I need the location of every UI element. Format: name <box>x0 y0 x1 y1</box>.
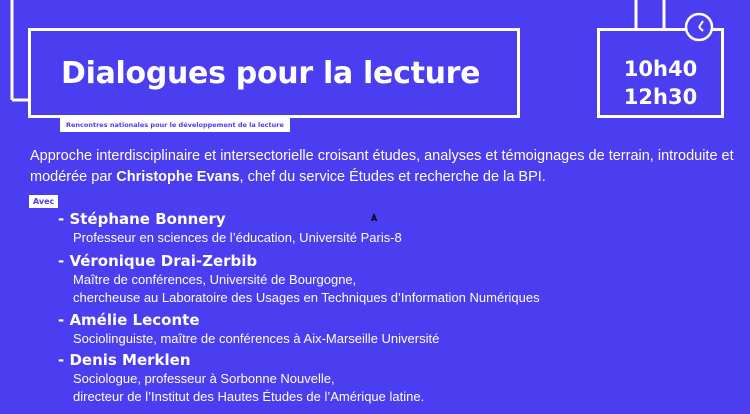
speaker-item <box>58 252 540 307</box>
speaker-role: Sociolinguiste, maître de conférences à Aix-Marseille Université <box>73 331 440 346</box>
speaker-role-line2: directeur de l’Institut des Hautes Études de l’Amérique latine. <box>73 389 425 404</box>
speaker-role: Professeur en sciences de l’éducation, Université Paris-8 <box>73 230 402 245</box>
speaker-name: - Amélie Leconte <box>58 311 200 329</box>
subtitle-tag: Rencontres nationales pour le développement de la lecture <box>60 118 290 132</box>
speaker-role-line2: chercheuse au Laboratoire des Usages en Techniques d’Information Numériques <box>73 290 540 305</box>
speaker-name: - Véronique Drai-Zerbib <box>58 252 258 270</box>
speaker-item <box>58 210 402 247</box>
speakers-label: Avec <box>29 195 58 208</box>
description-text-after: , chef du service Études et recherche de la BPI. <box>239 169 546 185</box>
speaker-role: Sociologue, professeur à Sorbonne Nouvelle, <box>73 371 335 386</box>
end-time: 12h30 <box>623 85 698 109</box>
page-title: Dialogues pour la lecture <box>61 56 481 91</box>
moderator-name: Christophe Evans <box>116 169 240 185</box>
session-description <box>30 146 742 188</box>
speaker-item <box>58 311 439 348</box>
stray-glyph: Â <box>371 214 378 223</box>
speaker-item <box>58 351 424 406</box>
speaker-name: - Stéphane Bonnery <box>58 210 226 228</box>
description-text-before: Approche interdisciplinaire et intersectorielle croisant études, analyses et témoignages de terrain, introduite et modérée par <box>30 148 734 185</box>
start-time: 10h40 <box>623 57 698 81</box>
speaker-name: - Denis Merklen <box>58 351 191 369</box>
speaker-role: Maître de conférences, Université de Bourgogne, <box>73 272 357 287</box>
title-frame <box>28 28 520 118</box>
clock-icon <box>684 12 714 42</box>
